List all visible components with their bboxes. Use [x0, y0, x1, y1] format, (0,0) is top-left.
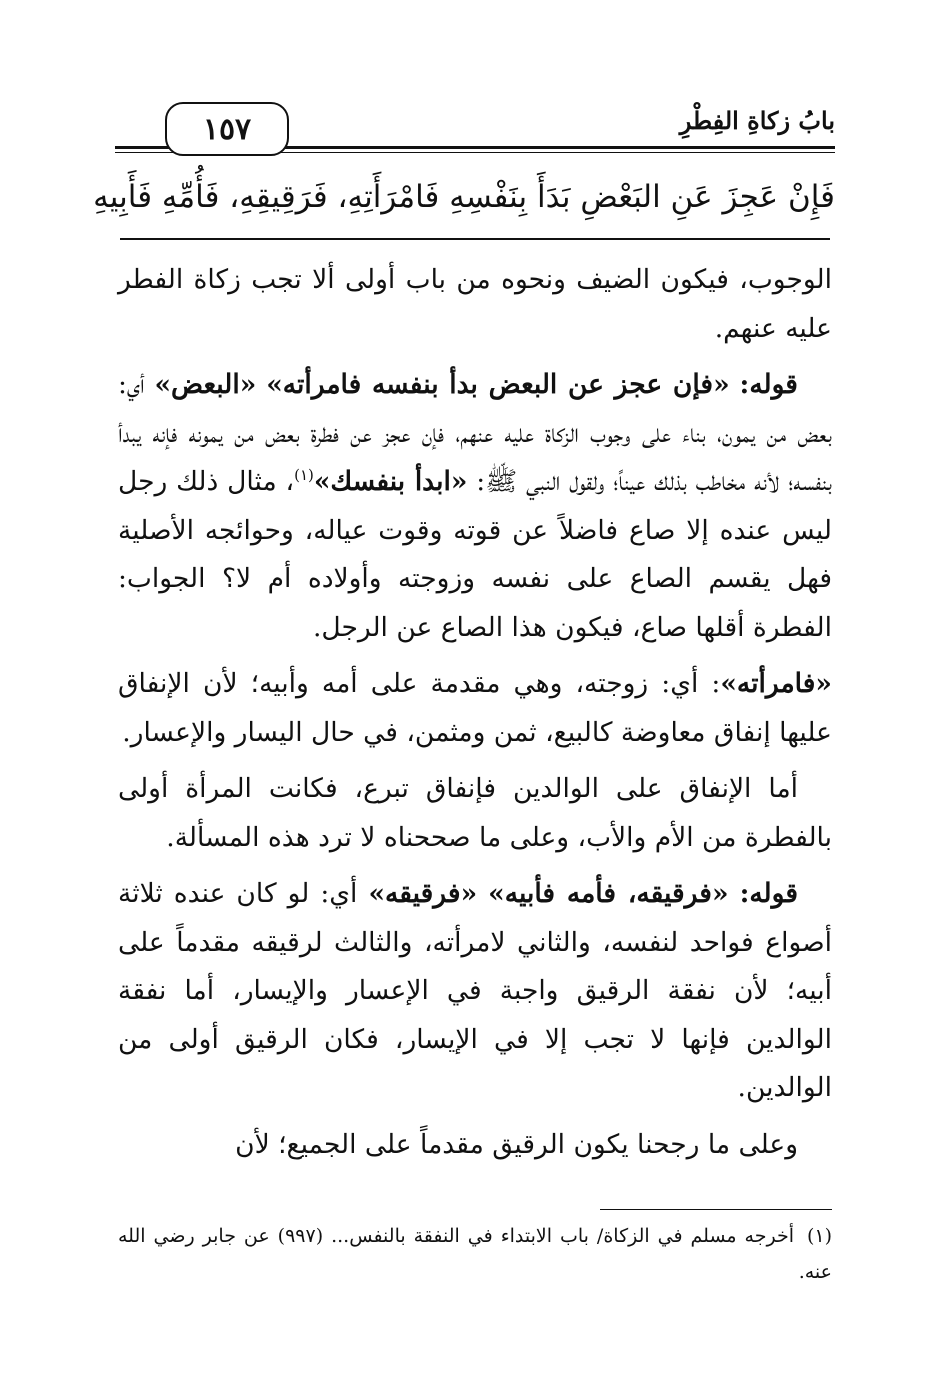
footnote-number: (١) — [806, 1225, 832, 1247]
footnote-text: أخرجه مسلم في الزكاة/ باب الابتداء في النفقة بالنفس... (٩٩٧) عن جابر رضي الله عنه. — [118, 1225, 832, 1283]
paragraph-3 — [118, 660, 832, 757]
matn-line: فَإِنْ عَجِزَ عَنِ البَعْضِ بَدَأَ بِنَفْسِهِ فَامْرَأَتِهِ، فَرَقِيقِهِ، فَأُمِّهِ فَأَبِيهِ — [93, 179, 835, 215]
matn-separator — [120, 238, 830, 240]
page-header — [115, 100, 835, 160]
qawluhu-label: قوله: — [739, 369, 798, 400]
paragraph-2 — [118, 361, 832, 652]
page-number: ١٥٧ — [165, 102, 289, 156]
paragraph-1: الوجوب، فيكون الضيف ونحوه من باب أولى ألا تجب زكاة الفطر عليه عنهم. — [118, 264, 832, 344]
chapter-title: بابُ زكاةِ الفِطْرِ — [668, 106, 835, 135]
term: «فرقيقه» — [368, 878, 478, 909]
qawluhu-label: قوله: — [739, 878, 798, 909]
footnote-separator — [600, 1209, 832, 1210]
explanation-text: أي: بعض من يمون، بناء على وجوب الزكاة عليه عنهم، فإن عجز عن فطرة بعض من يمونه فإنه يبدأ بنفسه؛ لأنه مخاطب بذلك عيناً؛ ولقول النبي ﷺ: — [118, 369, 832, 497]
explanation-text-cont: ، مثال ذلك رجل ليس عنده إلا صاع فاضلاً عن قوته وقوت عياله، وحوائجه الأصلية فهل يقسم الصاع على نفسه وزوجته وأولاده أم لا؟ الجواب: الفطرة أقلها صاع، فيكون هذا الصاع عن الرجل. — [118, 466, 832, 643]
explanation-text: أي: لو كان عنده ثلاثة أصواع فواحد لنفسه، والثاني لامرأته، والثالث لرقيقه مقدماً على أبيه؛ لأن نفقة الرقيق واجبة في الإعسار والإيسار، أما نفقة الوالدين فإنها لا تجب إلا في الإيسار، فكان الرقيق أولى من الوالدين. — [118, 878, 832, 1103]
matn-quote: «فرقيقه، فأمه فأبيه» — [488, 878, 729, 909]
term: «فامرأته» — [720, 668, 832, 699]
commentary-body — [118, 256, 832, 1169]
paragraph-4: أما الإنفاق على الوالدين فإنفاق تبرع، فكانت المرأة أولى بالفطرة من الأم والأب، وعلى ما صححناه لا ترد هذه المسألة. — [118, 773, 832, 853]
footnote-item — [118, 1218, 832, 1290]
matn-quote: «فإن عجز عن البعض بدأ بنفسه فامرأته» — [266, 369, 730, 400]
term: «البعض» — [154, 369, 257, 400]
paragraph-5 — [118, 870, 832, 1113]
footnote-ref: (١) — [294, 466, 314, 485]
hadith-quote: «ابدأ بنفسك» — [313, 466, 468, 497]
footnotes — [118, 1218, 832, 1290]
paragraph-6: وعلى ما رجحنا يكون الرقيق مقدماً على الجميع؛ لأن — [235, 1128, 798, 1160]
explanation-text: : أي: زوجته، وهي مقدمة على أمه وأبيه؛ لأن الإنفاق عليها إنفاق معاوضة كالبيع، ثمن ومثمن، في حال اليسار والإعسار. — [118, 668, 832, 748]
